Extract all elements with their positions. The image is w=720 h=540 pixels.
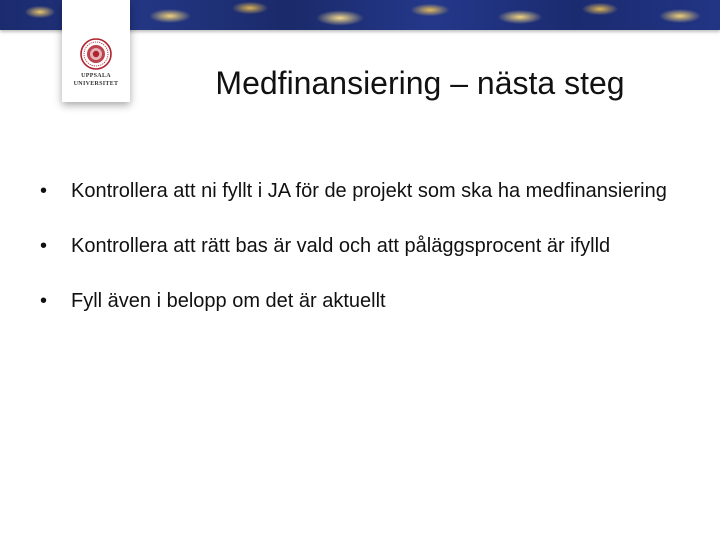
university-seal-icon bbox=[80, 38, 112, 70]
logo-text-line1: UPPSALA bbox=[81, 73, 111, 79]
bullet-text: Fyll även i belopp om det är aktuellt bbox=[71, 290, 386, 312]
bullet-text: Kontrollera att ni fyllt i JA för de projekt som ska ha medfinansiering bbox=[71, 180, 667, 202]
bullet-dot-icon: • bbox=[40, 235, 48, 257]
logo-text-line2: UNIVERSITET bbox=[73, 81, 119, 87]
bullet-item bbox=[40, 288, 680, 315]
bullet-item bbox=[40, 178, 680, 205]
university-logo bbox=[62, 0, 130, 102]
slide-title: Medfinansiering – nästa steg bbox=[215, 65, 625, 101]
bullet-dot-icon: • bbox=[40, 180, 48, 202]
bullet-item bbox=[40, 233, 680, 260]
bullet-dot-icon: • bbox=[40, 290, 48, 312]
bullet-list bbox=[40, 178, 680, 343]
bullet-text: Kontrollera att rätt bas är vald och att påläggsprocent är ifylld bbox=[71, 235, 611, 257]
